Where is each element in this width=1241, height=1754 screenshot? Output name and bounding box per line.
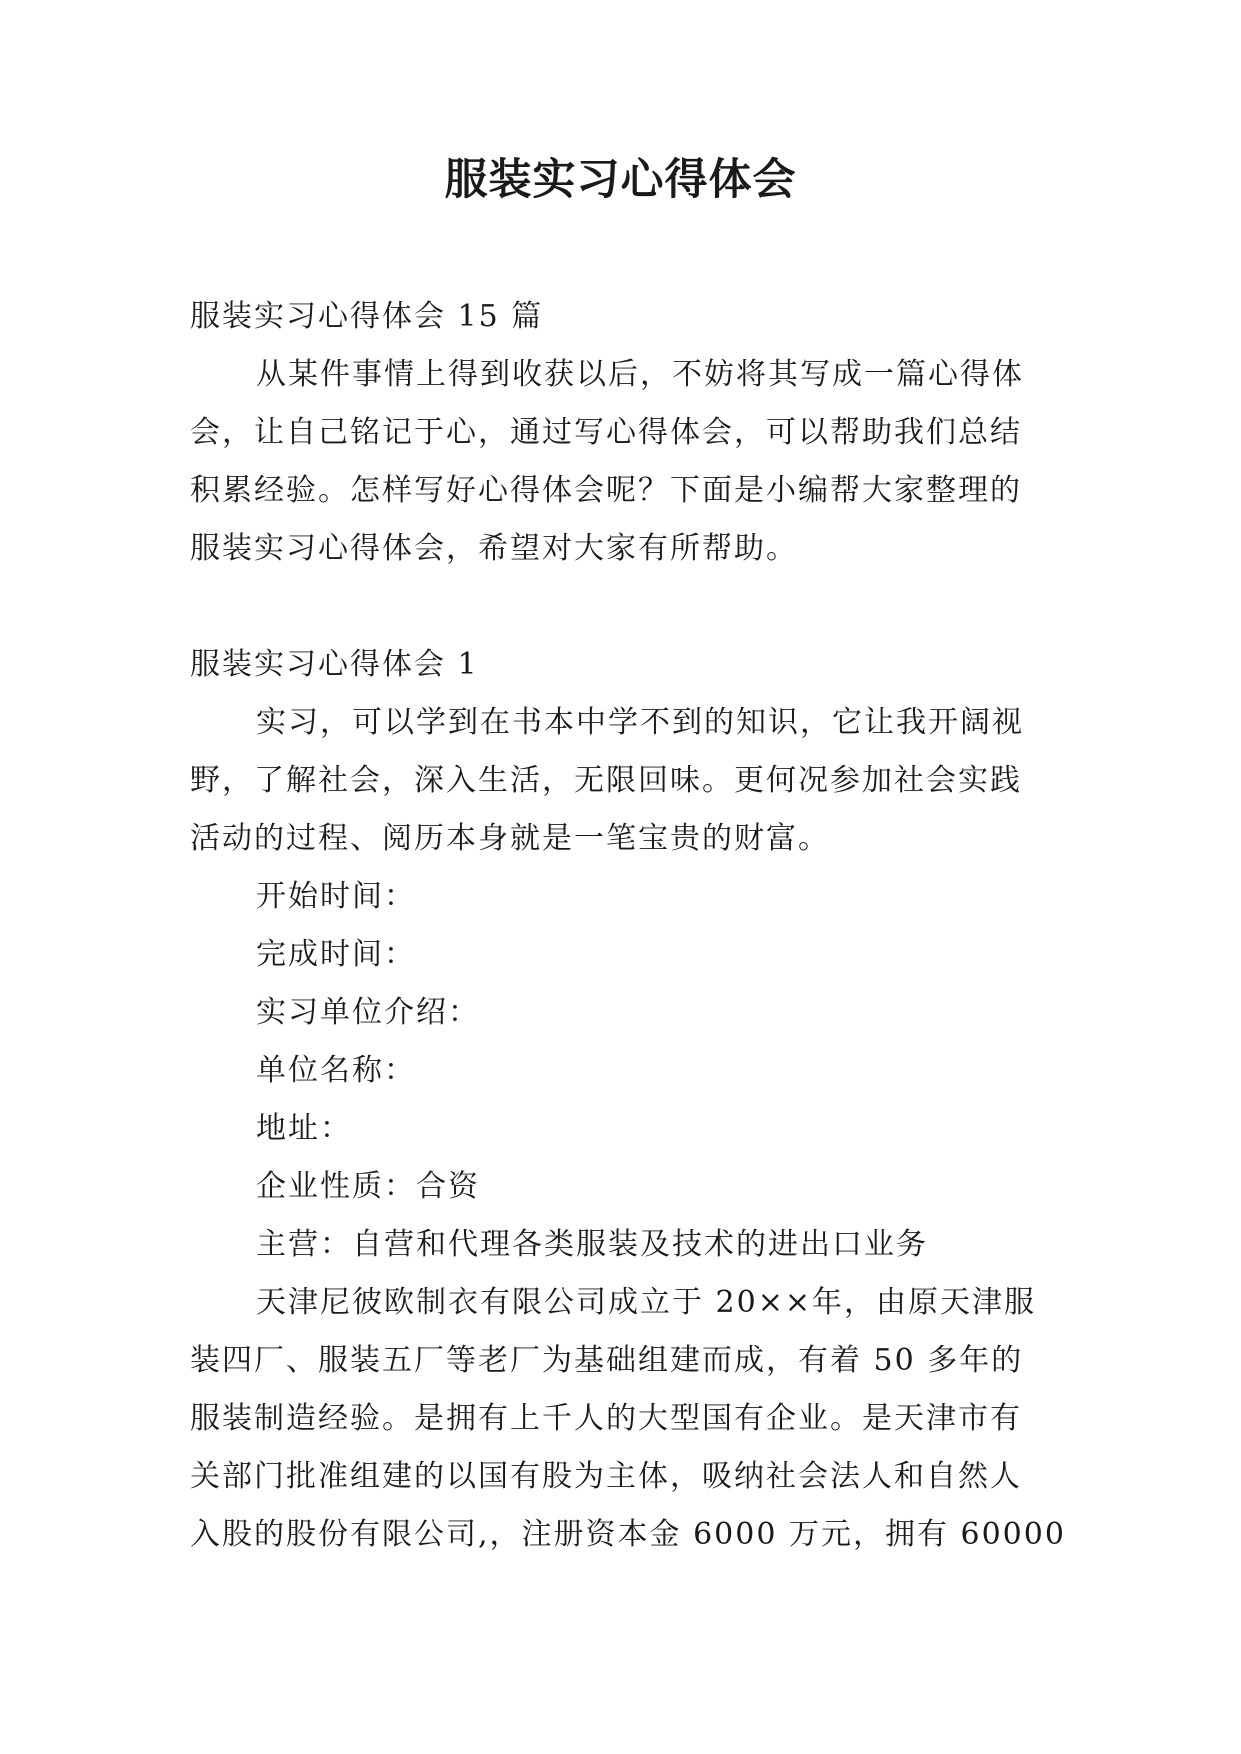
paragraph-line: 实习，可以学到在书本中学不到的知识，它让我开阔视: [256, 705, 1024, 740]
paragraph-line: 从某件事情上得到收获以后，不妨将其写成一篇心得体: [256, 357, 1024, 392]
paragraph-line: 关部门批准组建的以国有股为主体，吸纳社会法人和自然人: [190, 1459, 1022, 1494]
paragraph-line: 服装实习心得体会，希望对大家有所帮助。: [190, 531, 798, 566]
paragraph-line: 装四厂、服装五厂等老厂为基础组建而成，有着 50 多年的: [190, 1343, 1024, 1378]
paragraph-line: 入股的股份有限公司,，注册资本金 6000 万元，拥有 60000: [190, 1517, 1066, 1552]
field-end-time: 完成时间：: [256, 937, 416, 972]
paragraph-spacer: [190, 578, 1070, 636]
field-start-time: 开始时间：: [256, 879, 416, 914]
document-title: 服装实习心得体会: [444, 155, 797, 205]
paragraph-line: 野，了解社会，深入生活，无限回味。更何况参加社会实践: [190, 763, 1022, 798]
section-heading: 服装实习心得体会 1: [190, 647, 479, 682]
field-main-business: 主营：自营和代理各类服装及技术的进出口业务: [256, 1227, 928, 1262]
paragraph-line: 活动的过程、阅历本身就是一笔宝贵的财富。: [190, 821, 830, 856]
section-heading: 服装实习心得体会 15 篇: [190, 299, 544, 334]
document-body: [190, 288, 1070, 1564]
field-company-name: 单位名称：: [256, 1053, 416, 1088]
field-address: 地址：: [256, 1111, 352, 1146]
paragraph-line: 积累经验。怎样写好心得体会呢？下面是小编帮大家整理的: [190, 473, 1022, 508]
field-company-intro: 实习单位介绍：: [256, 995, 480, 1030]
paragraph-line: 会，让自己铭记于心，通过写心得体会，可以帮助我们总结: [190, 415, 1022, 450]
paragraph-line: 天津尼彼欧制衣有限公司成立于 20××年，由原天津服: [256, 1285, 1036, 1320]
paragraph-line: 服装制造经验。是拥有上千人的大型国有企业。是天津市有: [190, 1401, 1022, 1436]
field-company-type: 企业性质：合资: [256, 1169, 480, 1204]
